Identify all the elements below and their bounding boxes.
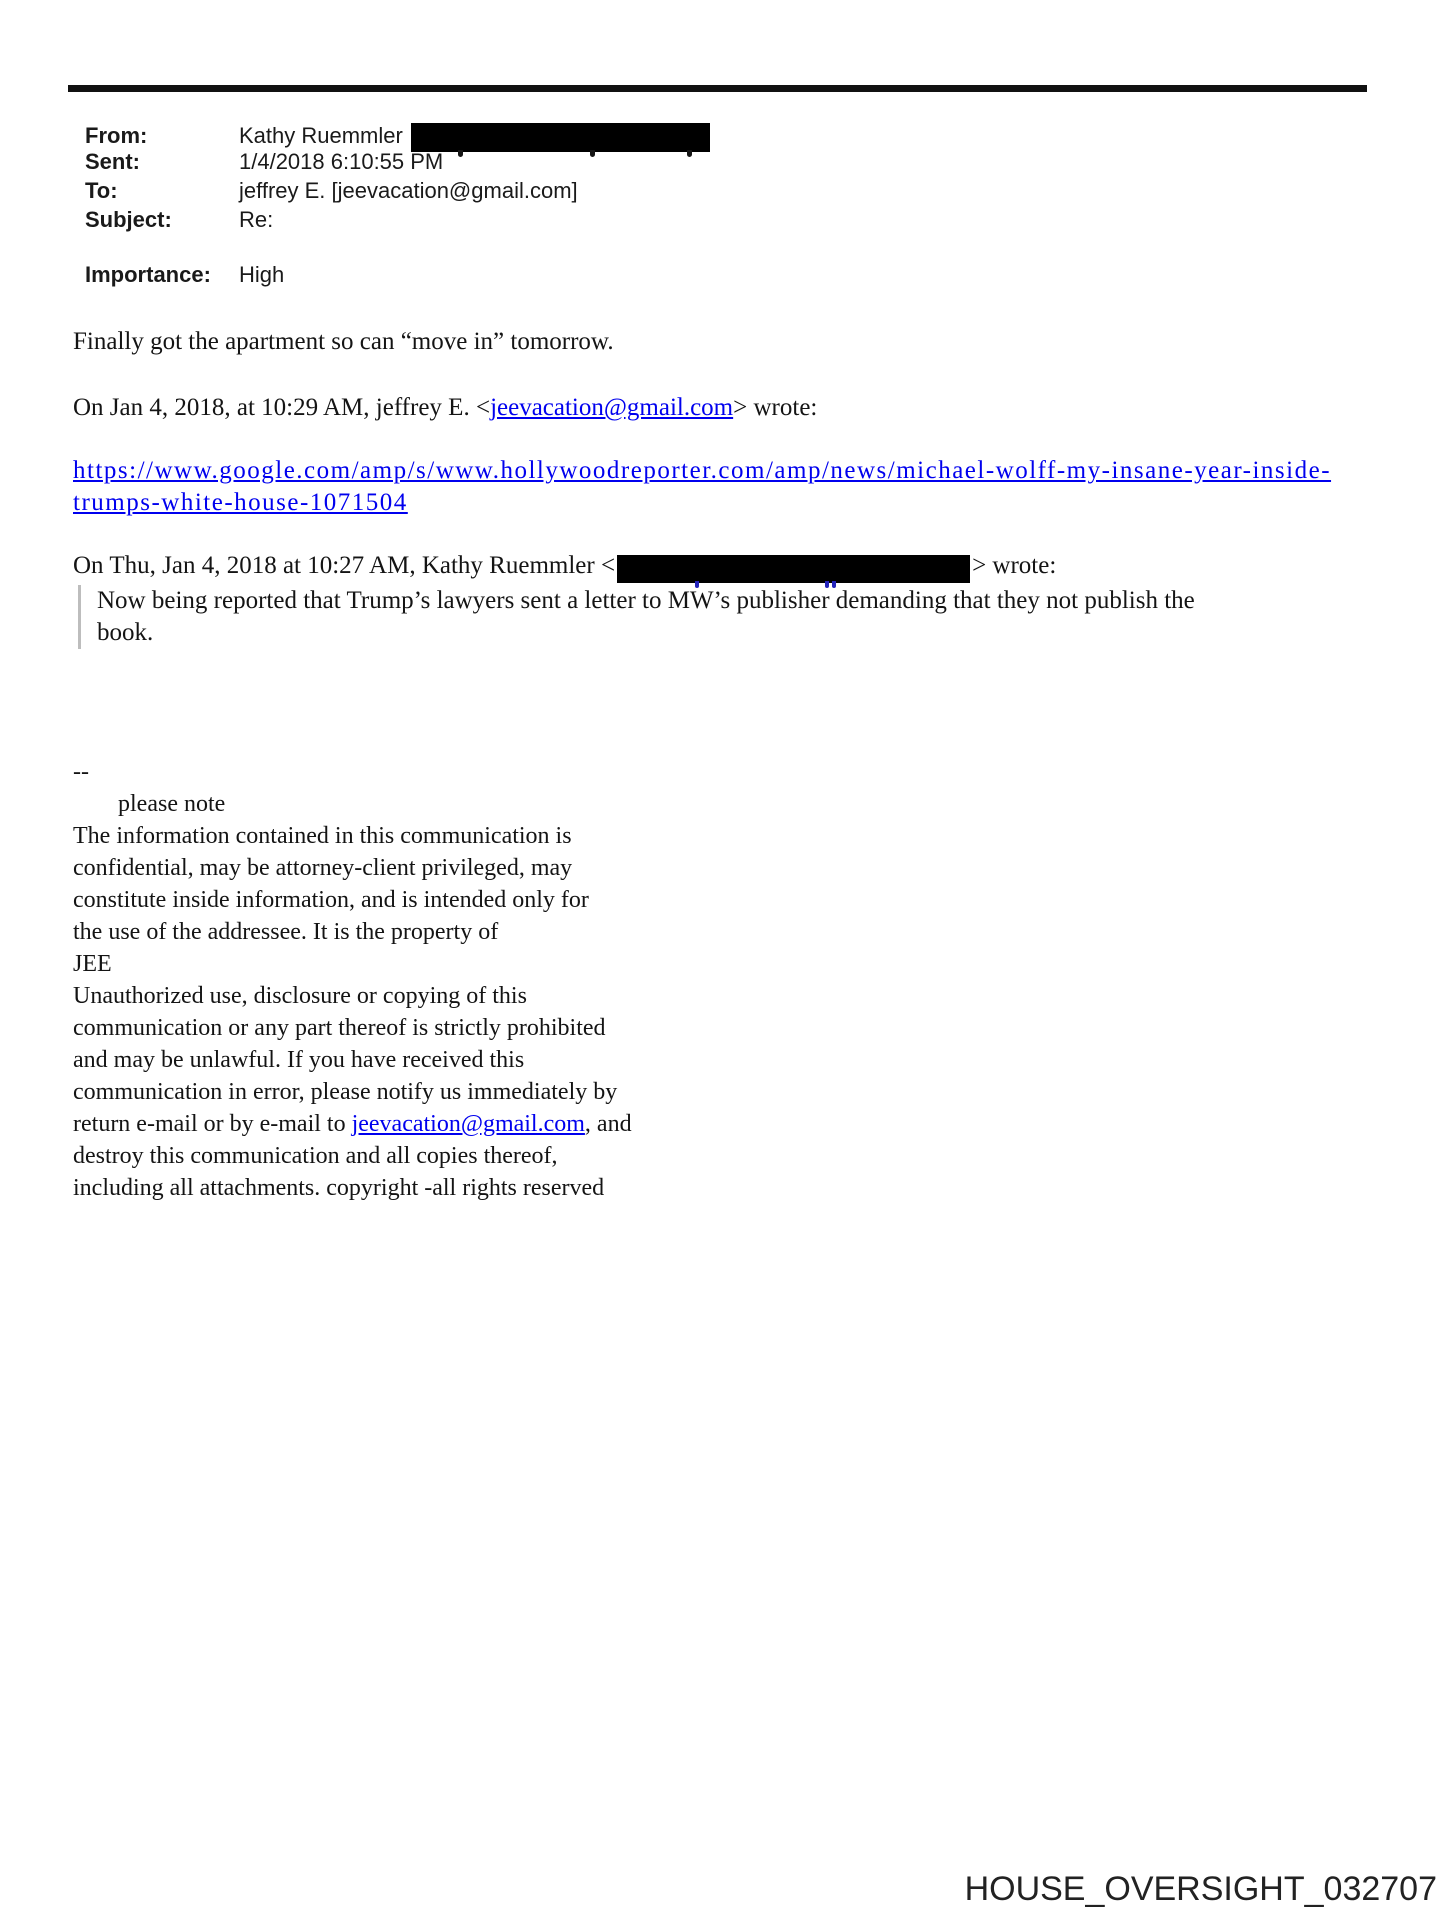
- disclaimer-line: confidential, may be attorney-client privileged, may: [73, 855, 573, 881]
- reply1-suffix: > wrote:: [733, 394, 818, 421]
- quoted-line-2: book.: [97, 619, 154, 646]
- redaction-bar-from-address: [411, 123, 710, 152]
- redaction-bar-sender-address: [617, 555, 970, 583]
- reply-header-kathy: [73, 550, 1056, 582]
- subject-value: Re:: [239, 207, 274, 232]
- disclaimer-line: communication in error, please notify us immediately by: [73, 1079, 618, 1105]
- quoted-message: [78, 585, 1195, 649]
- disclaimer-email-line: [73, 1108, 632, 1140]
- from-value: Kathy Ruemmler: [239, 123, 403, 148]
- header-row-from: [85, 119, 710, 149]
- subject-label: Subject:: [85, 207, 172, 232]
- hollywoodreporter-url-line2[interactable]: trumps-white-house-1071504: [73, 489, 408, 516]
- header-row-importance: [85, 262, 284, 288]
- redacted-text-descender: [590, 150, 595, 157]
- reply2-suffix: > wrote:: [972, 552, 1057, 579]
- disclaimer-line: destroy this communication and all copies thereof,: [73, 1143, 558, 1169]
- from-label: From:: [85, 123, 148, 148]
- hollywoodreporter-url-line1[interactable]: https://www.google.com/amp/s/www.hollywoodreporter.com/amp/news/michael-wolff-my-insane-year-inside-: [73, 457, 1332, 484]
- reply2-prefix: On Thu, Jan 4, 2018 at 10:27 AM, Kathy Ruemmler <: [73, 552, 616, 579]
- signature-disclaimer-block: [73, 756, 632, 1204]
- sent-label: Sent:: [85, 149, 140, 174]
- importance-label: Importance:: [85, 262, 211, 287]
- sent-value: 1/4/2018 6:10:55 PM: [239, 149, 444, 174]
- disclaimer-line: including all attachments. copyright -all rights reserved: [73, 1175, 605, 1201]
- jeevacation-email-link[interactable]: jeevacation@gmail.com: [490, 394, 734, 421]
- disclaimer-line: The information contained in this communication is: [73, 823, 572, 849]
- signature-dashes: --: [73, 759, 89, 785]
- redacted-text-descender: [458, 150, 463, 157]
- disclaimer-line: the use of the addressee. It is the property of: [73, 919, 499, 945]
- disclaimer-line: Unauthorized use, disclosure or copying of this: [73, 983, 527, 1009]
- header-divider-rule: [68, 85, 1367, 92]
- jeevacation-email-link-signature[interactable]: jeevacation@gmail.com: [351, 1111, 585, 1137]
- to-value: jeffrey E. [jeevacation@gmail.com]: [239, 178, 578, 203]
- email-line-suffix: , and: [584, 1111, 632, 1137]
- to-label: To:: [85, 178, 118, 203]
- header-row-subject: [85, 207, 273, 233]
- importance-value: High: [239, 262, 285, 287]
- reply1-prefix: On Jan 4, 2018, at 10:29 AM, jeffrey E. <: [73, 394, 491, 421]
- reply-header-jeffrey: [73, 392, 817, 424]
- article-url-block: [73, 455, 1331, 519]
- header-row-to: [85, 178, 578, 204]
- message-opening-line: Finally got the apartment so can “move in” tomorrow.: [73, 328, 614, 355]
- header-row-sent: [85, 149, 443, 175]
- disclaimer-line: JEE: [73, 951, 112, 977]
- quoted-line-1: Now being reported that Trump’s lawyers sent a letter to MW’s publisher demanding that they not publish the: [97, 587, 1195, 614]
- redacted-text-descender: [687, 150, 692, 157]
- disclaimer-line: constitute inside information, and is intended only for: [73, 887, 589, 913]
- bates-number: HOUSE_OVERSIGHT_032707: [964, 1870, 1437, 1908]
- email-line-prefix: return e-mail or by e-mail to: [73, 1111, 352, 1137]
- signature-note: please note: [118, 791, 226, 817]
- disclaimer-line: communication or any part thereof is strictly prohibited: [73, 1015, 606, 1041]
- disclaimer-line: and may be unlawful. If you have received this: [73, 1047, 525, 1073]
